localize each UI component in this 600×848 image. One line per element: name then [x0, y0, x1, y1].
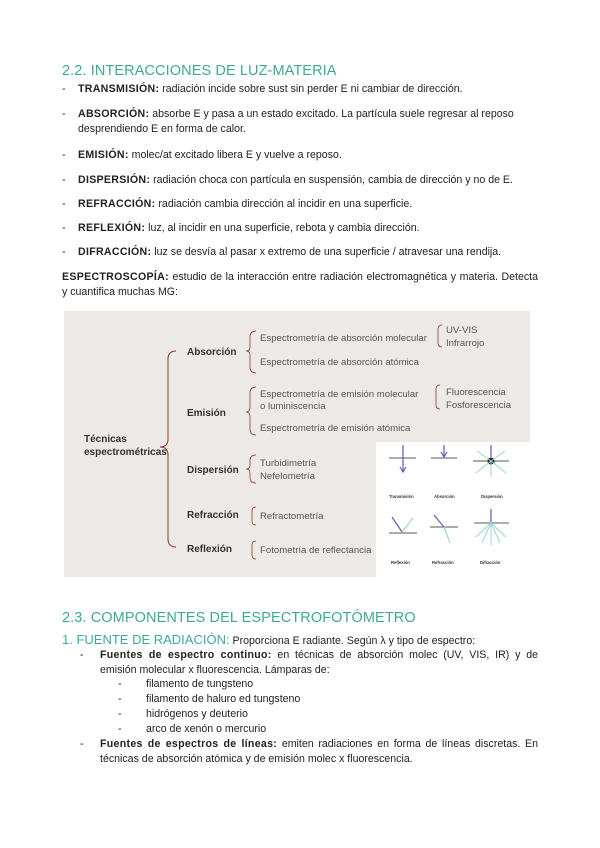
label-dispersion: Dispersión	[481, 494, 503, 499]
fuente-radiacion-line: 1. FUENTE DE RADIACIÓN: Proporciona E radiante. Según λ y tipo de espectro:	[62, 632, 476, 647]
bracket-fluorescencia	[436, 385, 440, 409]
fluorescencia-label: Fluorescencia	[446, 387, 506, 398]
section-title-2-2: 2.2. INTERACCIONES DE LUZ-MATERIA	[62, 63, 337, 79]
bracket-absorcion	[246, 331, 256, 373]
branch-dispersion: Dispersión	[187, 465, 239, 476]
bracket-uvvis	[438, 325, 442, 347]
nefelometria: Nefelometría	[260, 471, 315, 482]
label-absorcion: Absorción	[434, 494, 455, 499]
bracket-dispersion	[246, 455, 256, 483]
label-refraccion: Refracción	[432, 560, 454, 565]
emision-atomica: Espectrometría de emisión atómica	[260, 423, 411, 434]
bracket-emision	[246, 387, 256, 435]
absorcion-atomica: Espectrometría de absorción atómica	[260, 357, 419, 368]
label-difraccion: Difracción	[480, 560, 501, 565]
fotometria-reflectancia: Fotometría de reflectancia	[260, 545, 372, 556]
bracket-refraccion	[252, 507, 256, 525]
bracket-reflexion	[252, 541, 256, 559]
emision-luminiscencia: o luminiscencia	[260, 401, 326, 412]
section-title-2-3: 2.3. COMPONENTES DEL ESPECTROFOTÓMETRO	[62, 610, 416, 626]
turbidimetria: Turbidimetría	[260, 458, 317, 469]
fosforescencia-label: Fosforescencia	[446, 400, 512, 411]
emision-molecular: Espectrometría de emisión molecular	[260, 389, 419, 400]
espectroscopia-paragraph: ESPECTROSCOPÍA: estudio de la interacción entre radiación electromagnética y materia. Detecta y cuantifica muchas MG:	[62, 271, 538, 298]
label-transmision: Transmisión	[389, 494, 414, 499]
branch-emision: Emisión	[187, 408, 226, 419]
branch-reflexion: Reflexión	[187, 544, 233, 555]
refractometria: Refractometría	[260, 511, 324, 522]
uv-vis-label: UV-VIS	[446, 325, 478, 336]
absorcion-molecular: Espectrometría de absorción molecular	[260, 333, 427, 344]
root-label-line1: Técnicas	[84, 434, 127, 445]
branch-refraccion: Refracción	[187, 510, 239, 521]
spectrometric-techniques-figure	[64, 311, 530, 577]
branch-absorcion: Absorción	[187, 347, 237, 358]
interaction-diagrams-panel	[376, 442, 530, 577]
label-reflexion: Reflexión	[391, 560, 410, 565]
techniques-tree-svg	[64, 311, 530, 577]
root-label-line2: espectrométricas	[84, 447, 167, 458]
infrarrojo-label: Infrarrojo	[446, 338, 485, 349]
